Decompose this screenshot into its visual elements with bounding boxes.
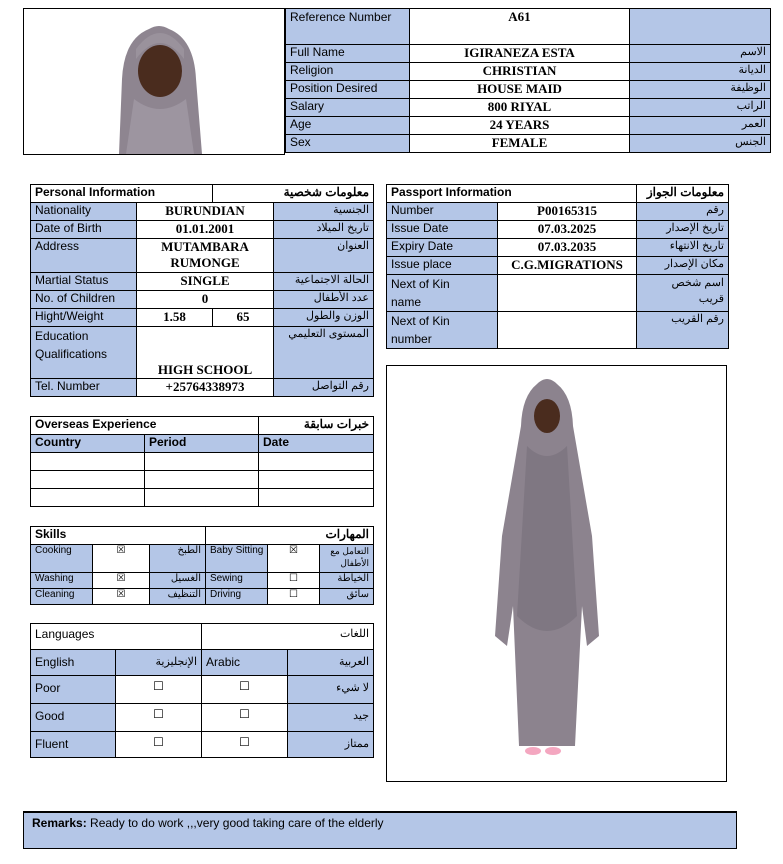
kin-name-label-line-2: name [391,295,422,309]
personal-title: Personal Information [31,185,213,203]
education-label-line-2: Qualifications [35,347,108,361]
height-weight-ar: الوزن والطول [274,309,374,327]
issue-date-value: 07.03.2025 [498,221,637,239]
tel-value: +25764338973 [137,379,274,397]
address-line-1: MUTAMBARA [161,239,249,254]
personal-title-ar: معلومات شخصية [213,185,374,203]
reference-label: Reference Number [286,9,410,45]
position-label: Position Desired [286,81,410,99]
arabic-fluent-checkbox[interactable]: ☐ [202,732,288,758]
nationality-ar: الجنسية [274,203,374,221]
marital-ar: الحالة الاجتماعية [274,273,374,291]
overseas-cell [31,453,145,471]
personal-info-table [30,184,374,397]
salary-ar: الراتب [630,99,771,117]
religion-label: Religion [286,63,410,81]
washing-label: Washing [31,573,93,589]
expiry-date-ar: تاريخ الانتهاء [637,239,729,257]
kin-number-label-line-2: number [391,332,432,346]
good-label: Good [31,704,116,732]
overseas-cell [31,471,145,489]
skills-title: Skills [31,527,206,545]
cooking-label: Cooking [31,545,93,573]
issue-place-ar: مكان الإصدار [637,257,729,275]
cleaning-label: Cleaning [31,589,93,605]
fluent-label: Fluent [31,732,116,758]
education-ar: المستوى التعليمي [274,327,374,379]
remarks-box [23,811,737,849]
overseas-col-period: Period [145,435,259,453]
kin-name-label-line-1: Next of Kin [391,277,450,291]
overseas-cell [145,471,259,489]
baby-sitting-ar-line-2: الأطفال [340,558,369,568]
issue-date-label: Issue Date [387,221,498,239]
overseas-cell [31,489,145,507]
cleaning-ar: التنظيف [150,589,206,605]
poor-label: Poor [31,676,116,704]
kin-number-value [498,312,637,349]
address-ar: العنوان [274,239,374,273]
kin-number-label-line-1: Next of Kin [391,314,450,328]
full-name-label: Full Name [286,45,410,63]
driving-ar: سائق [320,589,374,605]
address-value [137,239,274,273]
religion-ar: الديانة [630,63,771,81]
age-label: Age [286,117,410,135]
english-fluent-checkbox[interactable]: ☐ [116,732,202,758]
dob-label: Date of Birth [31,221,137,239]
arabic-ar: العربية [288,650,374,676]
passport-title-ar: معلومات الجواز [637,185,729,203]
expiry-date-value: 07.03.2035 [498,239,637,257]
dob-ar: تاريخ الميلاد [274,221,374,239]
reference-ar-cell [630,9,771,45]
education-label [31,327,137,379]
baby-sitting-ar-line-1: التعامل مع [330,546,369,556]
children-label: No. of Children [31,291,137,309]
marital-label: Martial Status [31,273,137,291]
tel-label: Tel. Number [31,379,137,397]
kin-number-ar: رقم القريب [637,312,729,349]
reference-value: A61 [410,9,630,45]
cooking-ar: الطبخ [150,545,206,573]
languages-title-ar: اللغات [202,624,374,650]
table-row [31,489,374,507]
dob-value: 01.01.2001 [137,221,274,239]
nationality-label: Nationality [31,203,137,221]
baby-sitting-checkbox[interactable]: ☒ [268,545,320,573]
education-value: HIGH SCHOOL [137,327,274,379]
overseas-cell [145,489,259,507]
position-value: HOUSE MAID [410,81,630,99]
sex-value: FEMALE [410,135,630,153]
issue-place-label: Issue place [387,257,498,275]
overseas-col-country: Country [31,435,145,453]
kin-name-ar-line-2: قريب [698,293,724,305]
overseas-col-date: Date [259,435,374,453]
height-value: 1.58 [137,309,213,327]
cleaning-checkbox[interactable]: ☒ [93,589,150,605]
education-label-line-1: Education [35,329,89,343]
skills-title-ar: المهارات [206,527,374,545]
passport-number-ar: رقم [637,203,729,221]
portrait-illustration [24,9,284,154]
english-good-checkbox[interactable]: ☐ [116,704,202,732]
children-ar: عدد الأطفال [274,291,374,309]
good-ar: جيد [288,704,374,732]
salary-label: Salary [286,99,410,117]
issue-date-ar: تاريخ الإصدار [637,221,729,239]
passport-info-table [386,184,729,349]
sewing-label: Sewing [206,573,268,589]
full-name-value: IGIRANEZA ESTA [410,45,630,63]
children-value: 0 [137,291,274,309]
table-row [31,453,374,471]
english-label: English [31,650,116,676]
religion-value: CHRISTIAN [410,63,630,81]
table-row [31,471,374,489]
height-weight-label: Hight/Weight [31,309,137,327]
kin-name-value [498,275,637,312]
kin-name-label [387,275,498,312]
sex-ar: الجنس [630,135,771,153]
overseas-cell [259,489,374,507]
remarks-text: Ready to do work ,,,very good taking care of the elderly [90,816,384,830]
washing-checkbox[interactable]: ☒ [93,573,150,589]
marital-value: SINGLE [137,273,274,291]
overseas-title: Overseas Experience [31,417,259,435]
sewing-checkbox[interactable]: ☐ [268,573,320,589]
english-poor-checkbox[interactable]: ☐ [116,676,202,704]
languages-table [30,623,374,758]
driving-label: Driving [206,589,268,605]
passport-title: Passport Information [387,185,637,203]
sex-label: Sex [286,135,410,153]
weight-value: 65 [213,309,274,327]
address-line-2: RUMONGE [170,255,240,270]
fluent-ar: ممتاز [288,732,374,758]
salary-value: 800 RIYAL [410,99,630,117]
passport-number-value: P00165315 [498,203,637,221]
english-ar: الإنجليزية [116,650,202,676]
portrait-photo [23,8,285,155]
overseas-experience-table [30,416,374,507]
poor-ar: لا شيء [288,676,374,704]
kin-number-label [387,312,498,349]
remarks-label: Remarks: [32,816,87,830]
skills-table [30,526,374,605]
driving-checkbox[interactable]: ☐ [268,589,320,605]
header-info-table [285,8,771,153]
overseas-title-ar: خبرات سابقة [259,417,374,435]
full-name-ar: الاسم [630,45,771,63]
address-label: Address [31,239,137,273]
kin-name-ar-line-1: اسم شخص [671,277,724,289]
issue-place-value: C.G.MIGRATIONS [498,257,637,275]
baby-sitting-ar [320,545,374,573]
age-value: 24 YEARS [410,117,630,135]
arabic-good-checkbox[interactable]: ☐ [202,704,288,732]
full-body-photo [386,365,727,782]
overseas-cell [259,471,374,489]
kin-name-ar [637,275,729,312]
tel-ar: رقم التواصل [274,379,374,397]
passport-number-label: Number [387,203,498,221]
washing-ar: الغسيل [150,573,206,589]
overseas-cell [259,453,374,471]
arabic-poor-checkbox[interactable]: ☐ [202,676,288,704]
overseas-cell [145,453,259,471]
expiry-date-label: Expiry Date [387,239,498,257]
age-ar: العمر [630,117,771,135]
nationality-value: BURUNDIAN [137,203,274,221]
sewing-ar: الخياطة [320,573,374,589]
arabic-label: Arabic [202,650,288,676]
cooking-checkbox[interactable]: ☒ [93,545,150,573]
full-body-illustration [387,366,726,781]
position-ar: الوظيفة [630,81,771,99]
languages-title: Languages [31,624,202,650]
baby-sitting-label: Baby Sitting [206,545,268,573]
